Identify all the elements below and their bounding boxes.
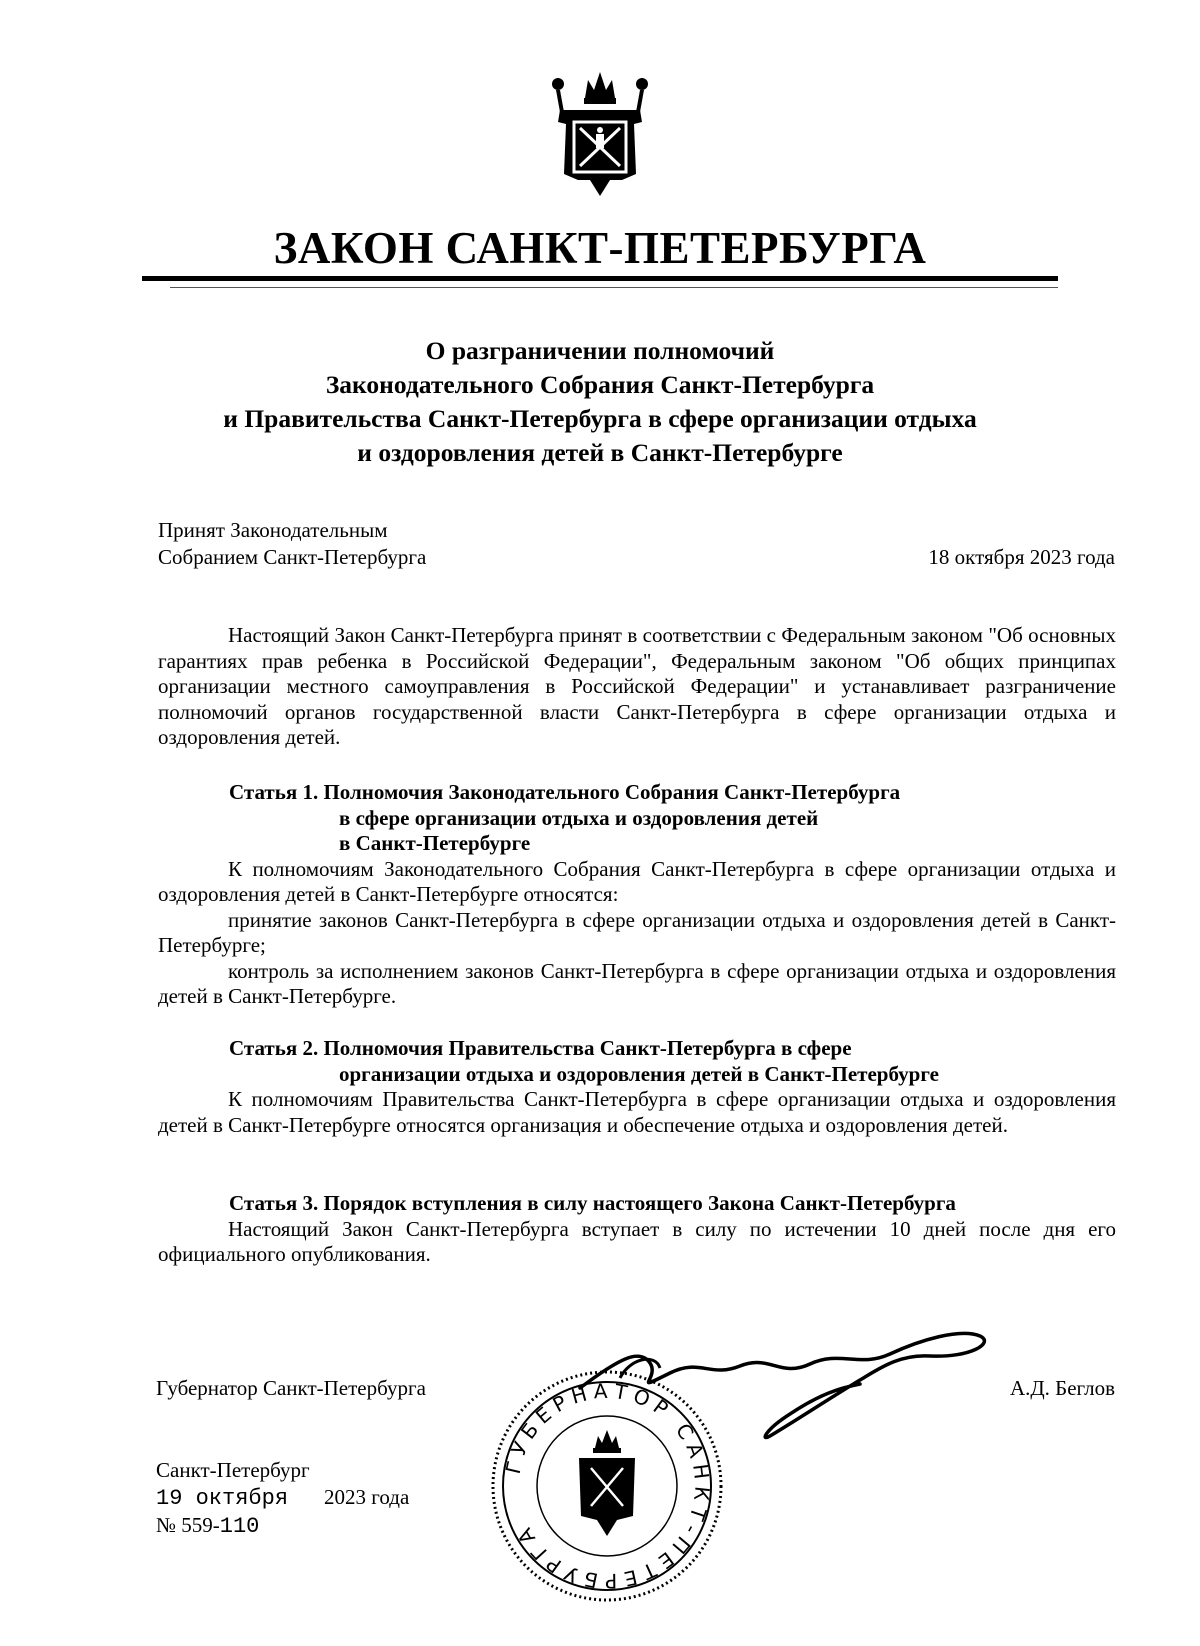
heading-line: и Правительства Санкт-Петербурга в сфере организации отдыха bbox=[223, 404, 977, 433]
heading-line: Законодательного Собрания Санкт-Петербурга bbox=[325, 370, 875, 399]
signatory-position: Губернатор Санкт-Петербурга bbox=[156, 1376, 426, 1400]
article-1 bbox=[158, 780, 1116, 1010]
heading-line: и оздоровления детей в Санкт-Петербурге bbox=[357, 438, 843, 467]
heading-line: О разграничении полномочий bbox=[425, 336, 775, 365]
article-paragraph: Настоящий Закон Санкт-Петербурга вступает в силу по истечении 10 дней после дня его официального опубликования. bbox=[158, 1216, 1116, 1266]
signatory-name: А.Д. Беглов bbox=[1009, 1376, 1115, 1400]
article-title-line: в Санкт-Петербурге bbox=[339, 831, 531, 855]
preamble: Настоящий Закон Санкт-Петербурга принят в соответствии с Федеральным законом "Об основных гарантиях прав ребенка в Российской Федерации", Федеральным законом "Об общих принципах организации местного самоуправления в Российской Федерации" и устанавливает разграничение полномочий органов государственной власти Санкт-Петербурга в сфере организации отдыха и оздоровления детей. bbox=[158, 623, 1116, 749]
handwritten-signature bbox=[560, 1318, 1000, 1448]
place-and-date bbox=[156, 1457, 409, 1540]
article-title-line: организации отдыха и оздоровления детей в Санкт-Петербурге bbox=[339, 1061, 939, 1086]
svg-text:ГУБЕРНАТОР САНКТ-ПЕТЕРБУРГА: ГУБЕРНАТОР САНКТ-ПЕТЕРБУРГА bbox=[500, 1378, 715, 1594]
article-2 bbox=[158, 1036, 1116, 1138]
title-rule-thick bbox=[142, 276, 1058, 281]
day-month: 19 октября bbox=[156, 1486, 289, 1511]
article-title-line: Статья 1. Полномочия Законодательного Собрания Санкт-Петербурга bbox=[229, 780, 901, 804]
article-title-line: Статья 3. Порядок вступления в силу настоящего Закона Санкт-Петербурга bbox=[229, 1191, 956, 1215]
coat-of-arms-icon bbox=[530, 62, 670, 202]
article-title bbox=[158, 1036, 1116, 1087]
city: Санкт-Петербург bbox=[156, 1458, 310, 1482]
law-number bbox=[156, 1512, 409, 1540]
article-title-line: в сфере организации отдыха и оздоровления детей bbox=[339, 805, 819, 830]
article-paragraph: К полномочиям Правительства Санкт-Петербурга в сфере организации отдыха и оздоровления детей в Санкт-Петербурге относятся организация и обеспечение отдыха и оздоровления детей. bbox=[158, 1087, 1116, 1137]
article-title bbox=[158, 1191, 1116, 1217]
adoption-date: 18 октября 2023 года bbox=[928, 545, 1115, 569]
article-title bbox=[158, 780, 1116, 857]
signing-date bbox=[156, 1484, 409, 1512]
article-paragraph: контроль за исполнением законов Санкт-Петербурга в сфере организации отдыха и оздоровления детей в Санкт-Петербурге. bbox=[158, 958, 1116, 1008]
adoption-line: Собранием Санкт-Петербурга bbox=[158, 545, 427, 569]
law-title: ЗАКОН САНКТ-ПЕТЕРБУРГА bbox=[273, 223, 927, 273]
document-heading bbox=[0, 334, 1200, 470]
title-rule-thin bbox=[170, 287, 1058, 288]
article-paragraph: принятие законов Санкт-Петербурга в сфере организации отдыха и оздоровления детей в Санкт-Петербурге; bbox=[158, 907, 1116, 957]
article-title-line: Статья 2. Полномочия Правительства Санкт-Петербурга в сфере bbox=[229, 1036, 852, 1060]
preamble-block bbox=[158, 623, 1116, 751]
article-3 bbox=[158, 1191, 1116, 1268]
number-suffix: 110 bbox=[219, 1514, 260, 1539]
number-prefix: № 559- bbox=[156, 1513, 220, 1537]
year: 2023 года bbox=[324, 1485, 410, 1509]
adoption-line: Принят Законодательным bbox=[158, 518, 388, 542]
article-paragraph: К полномочиям Законодательного Собрания Санкт-Петербурга в сфере организации отдыха и оздоровления детей в Санкт-Петербурге относятся: bbox=[158, 856, 1116, 906]
adoption-note bbox=[158, 517, 426, 571]
